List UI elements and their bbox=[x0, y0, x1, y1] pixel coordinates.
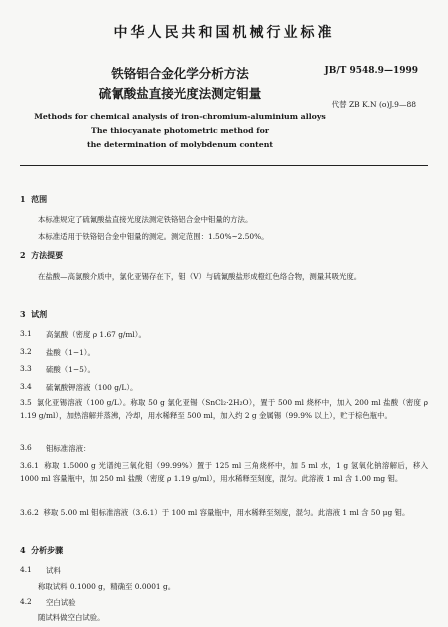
item-3-6-1-text: 称取 1.5000 g 光谱纯三氧化钼（99.99%）置于 125 ml 三角烧杯中，加 5 ml 水，1 g 氢氧化钠溶解后，移入 1000 ml 容量瓶中，加 250 ml 盐酸（密度 ρ 1.19 g/ml），用水稀释至刻度，混匀。此溶液 1 ml 含 1.00 mg 钼。 bbox=[20, 461, 428, 483]
section-3-title: 试剂 bbox=[31, 309, 48, 319]
item-3-3-number: 3.3 bbox=[20, 364, 32, 373]
section-1 bbox=[20, 194, 47, 205]
section-2-text: 在盐酸—高氯酸介质中，氯化亚锡存在下，钼（V）与硫氰酸盐形成橙红色络合物，测量其吸光度。 bbox=[38, 272, 362, 281]
item-3-5-text: 氯化亚锡溶液（100 g/L）。称取 50 g 氯化亚锡（SnCl₂·2H₂O），置于 500 ml 烧杯中，加入 200 ml 盐酸（密度 ρ 1.19 g/ml），加热溶解并蒸沸，冷却，用水稀释至 500 ml，加入约 2 g 金属锡（99.9% 以上），贮于棕色瓶中。 bbox=[20, 398, 428, 420]
section-3-number: 3 bbox=[20, 309, 26, 319]
section-4 bbox=[20, 545, 63, 556]
section-4-title: 分析步骤 bbox=[31, 545, 64, 555]
section-1-number: 1 bbox=[20, 194, 26, 204]
item-4-2-number: 4.2 bbox=[20, 597, 32, 606]
title-en-line-3: the determination of molybdenum content bbox=[87, 140, 273, 149]
item-3-6-2-text: 移取 5.00 ml 钼标准溶液（3.6.1）于 100 ml 容量瓶中，用水稀释至刻度，混匀。此溶液 1 ml 含 50 μg 钼。 bbox=[43, 508, 410, 517]
item-3-6-2-number: 3.6.2 bbox=[20, 508, 39, 517]
section-3 bbox=[20, 309, 47, 320]
item-3-5-number: 3.5 bbox=[20, 398, 32, 407]
replaces-standard: 代替 ZB K.N (o)J.9—88 bbox=[331, 100, 416, 109]
title-en-line-1: Methods for chemical analysis of iron-chromium-aluminium alloys bbox=[34, 112, 326, 121]
item-3-1-text: 高氯酸（密度 ρ 1.67 g/ml）。 bbox=[46, 330, 146, 339]
item-3-3-text: 硫酸（1−5）。 bbox=[46, 365, 95, 374]
item-3-6-2 bbox=[20, 506, 428, 519]
standard-header: 中华人民共和国机械行业标准 bbox=[113, 25, 335, 41]
section-4-number: 4 bbox=[20, 545, 26, 555]
item-4-1-number: 4.1 bbox=[20, 565, 32, 574]
item-3-6-1-number: 3.6.1 bbox=[20, 461, 39, 470]
item-3-4-number: 3.4 bbox=[20, 382, 32, 391]
item-4-1-text: 称取试料 0.1000 g，精确至 0.0001 g。 bbox=[38, 582, 176, 591]
section-2 bbox=[20, 250, 63, 261]
item-4-2-title: 空白试验 bbox=[46, 598, 76, 607]
title-en-line-2: The thiocyanate photometric method for bbox=[91, 126, 269, 135]
title-cn-line-2: 硫氰酸盐直接光度法测定钼量 bbox=[98, 86, 262, 101]
item-3-2-number: 3.2 bbox=[20, 347, 32, 356]
item-4-1-title: 试料 bbox=[46, 566, 61, 575]
item-3-4-text: 硫氰酸钾溶液（100 g/L）。 bbox=[46, 383, 138, 392]
section-2-title: 方法提要 bbox=[31, 250, 64, 260]
header-rule bbox=[20, 165, 428, 166]
item-3-6-number: 3.6 bbox=[20, 443, 32, 452]
section-1-line-2: 本标准适用于铁铬铝合金中钼量的测定。测定范围：1.50%~2.50%。 bbox=[38, 232, 269, 241]
item-3-1-number: 3.1 bbox=[20, 329, 32, 338]
standard-number: JB/T 9548.9—1999 bbox=[324, 66, 418, 76]
item-4-2-text: 随试料做空白试验。 bbox=[38, 613, 105, 622]
item-3-6-1 bbox=[20, 459, 428, 485]
section-2-number: 2 bbox=[20, 250, 26, 260]
section-1-line-1: 本标准规定了硫氰酸盐直接光度法测定铁铬铝合金中钼量的方法。 bbox=[38, 215, 253, 224]
item-3-6-text: 钼标准溶液： bbox=[46, 444, 91, 453]
section-1-title: 范围 bbox=[31, 194, 48, 204]
item-3-5 bbox=[20, 396, 428, 422]
item-3-2-text: 盐酸（1−1）。 bbox=[46, 348, 95, 357]
title-cn-line-1: 铁铬铝合金化学分析方法 bbox=[111, 66, 249, 81]
